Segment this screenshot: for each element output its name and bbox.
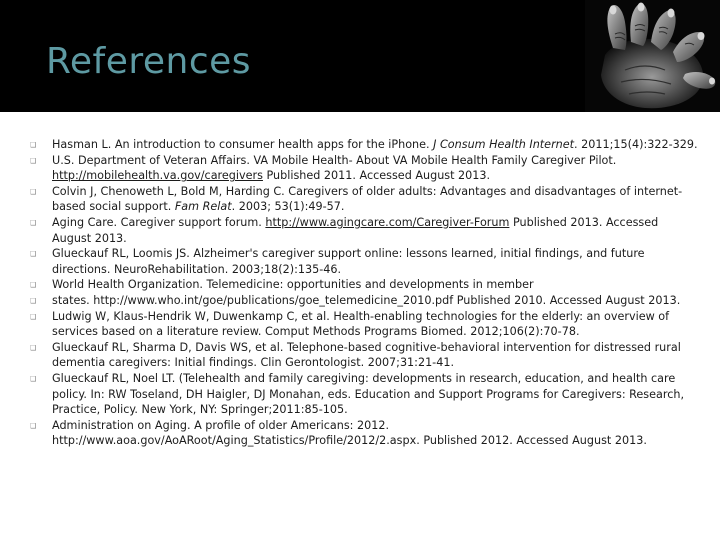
slide-header-band	[0, 0, 720, 112]
reference-link[interactable]: http://mobilehealth.va.gov/caregivers	[52, 169, 263, 183]
reference-text: states. http://www.who.int/goe/publications/goe_telemedicine_2010.pdf Published 2010. Accessed August 2013.	[52, 293, 681, 307]
square-bullet-icon: ❑	[30, 141, 37, 149]
square-bullet-icon: ❑	[30, 156, 37, 165]
hands-photo-illustration	[585, 0, 720, 112]
square-bullet-icon: ❑	[30, 187, 37, 196]
reference-text: . 2011;15(4):322-329.	[574, 138, 698, 151]
reference-text: Administration on Aging. A profile of older Americans: 2012. http://www.aoa.gov/AoARoot/Aging_Statistics/Profile/2012/2.aspx. Published 2012. Accessed August 2013.	[52, 418, 647, 448]
square-bullet-icon: ❑	[30, 374, 37, 383]
reference-item	[30, 418, 700, 449]
reference-link[interactable]: http://www.agingcare.com/Caregiver-Forum	[265, 215, 510, 229]
reference-text: Hasman L. An introduction to consumer health apps for the iPhone.	[52, 138, 434, 151]
reference-item	[30, 293, 700, 309]
reference-text: Glueckauf RL, Loomis JS. Alzheimer's caregiver support online: lessons learned, initial findings, and future directions. NeuroRehabilitation. 2003;18(2):135-46.	[52, 247, 645, 276]
reference-item	[30, 215, 700, 246]
reference-text: U.S. Department of Veteran Affairs. VA Mobile Health- About VA Mobile Health Family Caregiver Pilot.	[52, 153, 617, 167]
square-bullet-icon: ❑	[30, 312, 37, 321]
square-bullet-icon: ❑	[30, 218, 37, 227]
reference-text: Glueckauf RL, Sharma D, Davis WS, et al. Telephone-based cognitive-behavioral intervention for distressed rural dementia caregivers: Initial findings. Clin Gerontologist. 2007;31:21-41.	[52, 340, 681, 370]
reference-text: Glueckauf RL, Noel LT. (Telehealth and family caregiving: developments in research, education, and health care policy. In: RW Toseland, DH Haigler, DJ Monahan, eds. Education and Support Programs for Caregivers: Research, Practice, Policy. New York, NY: Springer;2011:85-105.	[52, 371, 685, 417]
references-list	[30, 137, 700, 449]
reference-item	[30, 340, 700, 371]
reference-text: Ludwig W, Klaus-Hendrik W, Duwenkamp C, et al. Health-enabling technologies for the elderly: an overview of services based on a literature review. Comput Methods Programs Biomed. 2012;106(2):70-78.	[52, 309, 670, 339]
reference-text: Published 2013. Accessed August 2013.	[52, 215, 659, 245]
journal-title: Fam Relat	[174, 200, 232, 214]
journal-title: J Consum Health Internet	[433, 138, 575, 151]
square-bullet-icon: ❑	[30, 281, 37, 290]
square-bullet-icon: ❑	[30, 421, 37, 430]
reference-item	[30, 277, 700, 293]
reference-item	[30, 153, 700, 184]
slide-title: References	[46, 41, 252, 82]
reference-text: Published 2011. Accessed August 2013.	[262, 169, 491, 183]
square-bullet-icon: ❑	[30, 296, 37, 305]
reference-text: . 2003; 53(1):49-57.	[231, 200, 345, 214]
reference-item	[30, 371, 700, 418]
reference-item	[30, 246, 700, 277]
reference-item	[30, 137, 700, 153]
reference-item	[30, 184, 700, 215]
reference-text: Colvin J, Chenoweth L, Bold M, Harding C. Caregivers of older adults: Advantages and disadvantages of internet-based social support.	[52, 184, 683, 214]
reference-text: World Health Organization. Telemedicine: opportunities and developments in member	[52, 278, 534, 292]
reference-item	[30, 309, 700, 340]
reference-text: Aging Care. Caregiver support forum.	[52, 215, 266, 229]
elderly-hands-photo	[585, 0, 720, 112]
square-bullet-icon: ❑	[30, 250, 37, 259]
square-bullet-icon: ❑	[30, 343, 37, 352]
